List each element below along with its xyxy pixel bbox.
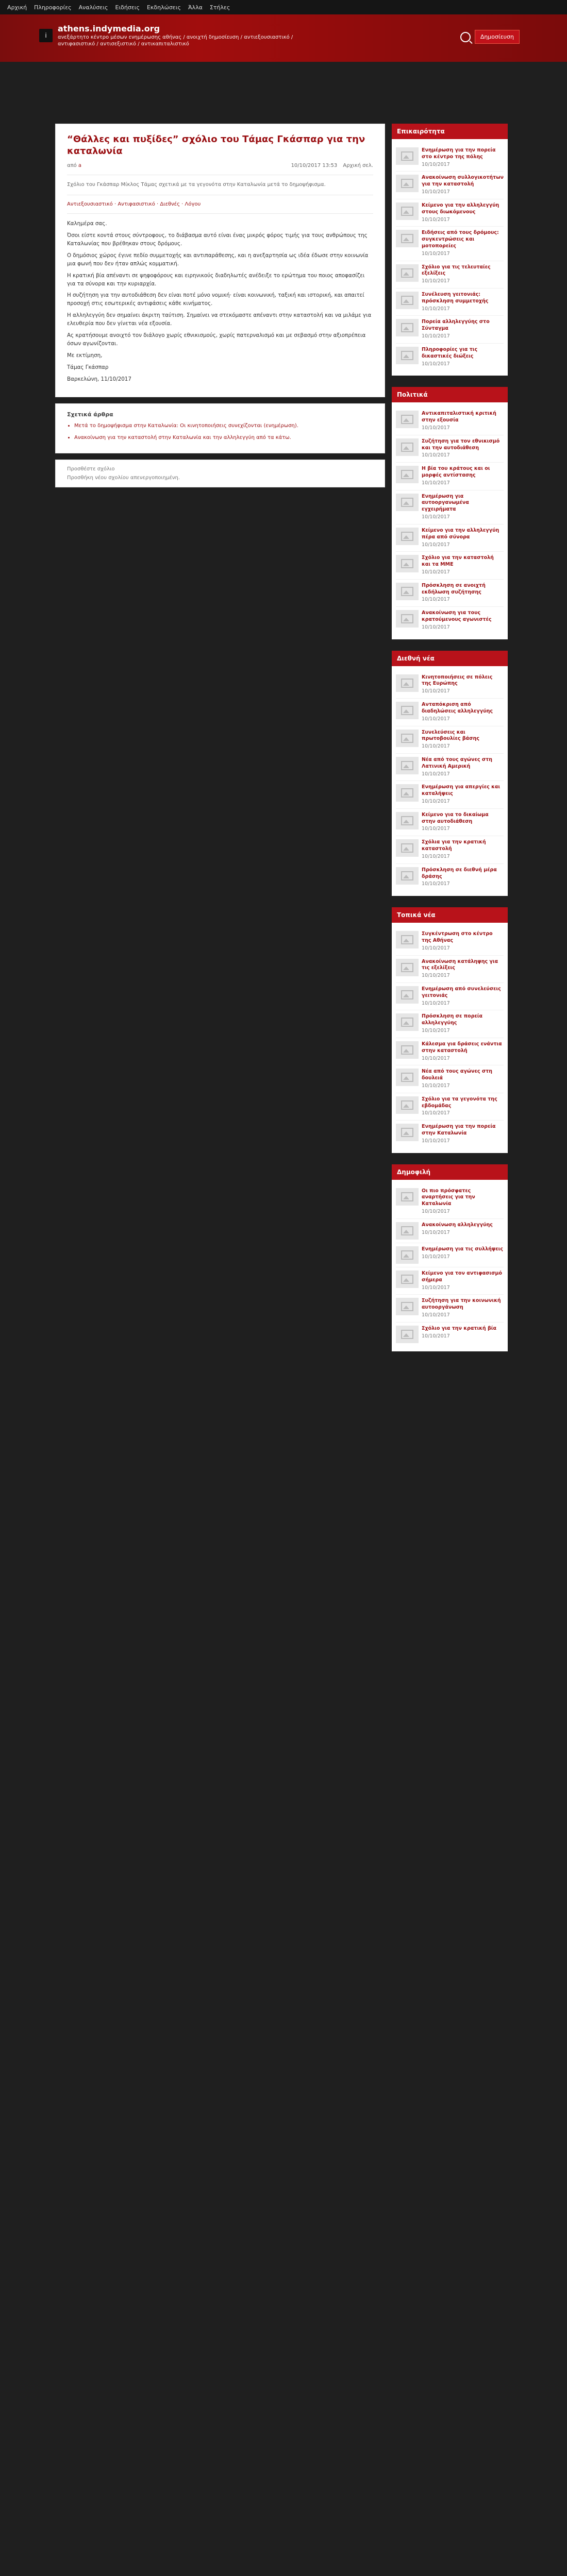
sidebar-item-title: Συζήτηση για την κοινωνική αυτοοργάνωση [422,1298,501,1311]
article-meta [67,163,373,168]
comments-note: Προσθήκη νέου σχολίου απενεργοποιημένη. [67,475,180,481]
sidebar-item[interactable] [396,408,504,435]
thumbnail-icon [396,175,419,192]
image-icon [401,207,413,216]
article-paragraph: Ας κρατήσουμε ανοιχτό τον διάλογο χωρίς εθνικισμούς, χωρίς πατερναλισμό και με σεβασμό στην αξιοπρέπεια όσων αγωνίζονται. [67,332,366,347]
author-prefix: από [67,162,77,168]
thumbnail-icon [396,610,419,628]
thumbnail-icon [396,839,419,857]
article-paragraph: Η κρατική βία απέναντι σε ψηφοφόρους και ειρηνικούς διαδηλωτές ανέδειξε το ερώτημα του ποιος αποφασίζει για τα σύνορα και την κυριαρχία. [67,272,365,287]
thumbnail-icon [396,1188,419,1206]
thumbnail-icon [396,757,419,774]
sidebar-item-date: 10/10/2017 [422,216,450,223]
comments-label: Προσθέστε σχόλιο [67,466,115,472]
separator [67,213,373,214]
sidebar-item-title: Νέα από τους αγώνες στη Λατινική Αμερική [422,756,493,769]
sidebar-item[interactable] [396,1121,504,1147]
sidebar-item-title: Πρόσκληση σε διεθνή μέρα δράσης [422,867,497,879]
sidebar-item-title: Πρόσκληση σε ανοιχτή εκδήλωση συζήτησης [422,582,486,595]
image-icon [401,816,413,825]
sidebar-item-date: 10/10/2017 [422,278,450,284]
sidebar-item-date: 10/10/2017 [422,881,450,887]
sidebar-item-title: Αντικαπιταλιστική κριτική στην εξουσία [422,411,496,423]
thumbnail-icon [396,812,419,829]
thumbnail-icon [396,292,419,309]
sidebar-item-title: Ενημέρωση για αυτοοργανωμένα εγχειρήματα [422,493,469,513]
sidebar-item-date: 10/10/2017 [422,1028,450,1034]
thumbnail-icon [396,986,419,1004]
thumbnail-icon [396,466,419,483]
topnav-item-6[interactable]: Άλλα [188,4,203,11]
sidebar-item[interactable] [396,463,504,490]
thumbnail-icon [396,411,419,428]
thumbnail-icon [396,583,419,600]
sidebar-item-title: Οι πιο πρόσφατες αναρτήσεις για την Καταλωνία [422,1188,475,1207]
article-body [67,220,373,384]
logo-icon: i [39,29,53,42]
sidebar-item[interactable] [396,1243,504,1267]
sidebar-block-title: Τοπικά νέα [392,907,508,923]
image-icon [401,179,413,188]
thumbnail-icon [396,555,419,572]
thumbnail-icon [396,1222,419,1240]
thumbnail-icon [396,959,419,976]
publish-button[interactable]: Δημοσίευση [475,30,520,44]
thumbnail-icon [396,1013,419,1031]
image-icon [401,296,413,305]
sidebar-block-title: Διεθνή νέα [392,651,508,666]
sidebar-item-date: 10/10/2017 [422,1284,450,1291]
sidebar-item[interactable] [396,726,504,754]
sidebar-item-date: 10/10/2017 [422,799,450,804]
sidebar-block-body [392,402,508,639]
image-icon [401,415,413,424]
image-icon [401,532,413,541]
sidebar-item-title: Σχόλιο για τις τελευταίες εξελίξεις [422,264,491,277]
sidebar-item-date: 10/10/2017 [422,1110,450,1116]
image-icon [401,1302,413,1311]
article-paragraph: Όσοι είστε κοντά στους σύντροφους, το διάβασμα αυτό είναι ένας μικρός φόρος τιμής για τους ανθρώπους της Καταλωνίας που βρέθηκαν στους δρόμους. [67,232,368,247]
related-item[interactable]: • Ανακοίνωση για την καταστολή στην Καταλωνία και την αλληλεγγύη από τα κάτω. [74,434,373,442]
sidebar-item-title: Πορεία αλληλεγγύης στο Σύνταγμα [422,319,490,332]
sidebar-item-title: Ανακοίνωση κατάληψης για τις εξελίξεις [422,958,498,971]
sidebar-item[interactable] [396,1010,504,1038]
sidebar-block-body [392,923,508,1153]
article-card [55,124,385,397]
sidebar-item-title: Πληροφορίες για τις δικαστικές διώξεις [422,346,478,359]
sidebar-item[interactable] [396,1093,504,1121]
article-paragraph: Καλημέρα σας. [67,220,107,227]
thumbnail-icon [396,702,419,719]
topnav-item-7[interactable]: Στήλες [209,4,230,11]
image-icon [401,734,413,743]
sidebar-item[interactable] [396,144,504,172]
article-paragraph: Η συζήτηση για την αυτοδιάθεση δεν είναι ποτέ μόνο νομική· είναι κοινωνική, ταξική και ιστορική, και απαιτεί προσοχή στις εσωτερικές αντιφάσεις κάθε κινήματος. [67,292,364,307]
sidebar-item[interactable] [396,983,504,1010]
sidebar-item-title: Κινητοποιήσεις σε πόλεις της Ευρώπης [422,674,493,687]
sidebar-item-date: 10/10/2017 [422,161,450,167]
sidebar-item[interactable] [396,1323,504,1346]
sidebar-item-date: 10/10/2017 [422,1082,450,1089]
article-date: 10/10/2017 13:53 [291,162,338,168]
thumbnail-icon [396,347,419,364]
image-icon [401,268,413,278]
thumbnail-icon [396,1041,419,1059]
sidebar-item-title: Ενημέρωση για τις συλλήψεις [422,1246,504,1252]
topnav-item-5[interactable]: Εκδηλώσεις [146,4,181,11]
sidebar-item-date: 10/10/2017 [422,452,450,459]
sidebar-item[interactable] [396,227,504,261]
related-title: Σχετικά άρθρα [67,411,113,418]
sidebar-item-date: 10/10/2017 [422,480,450,486]
article-paragraph: Η αλληλεγγύη δεν σημαίνει άκριτη ταύτιση. Σημαίνει να στεκόμαστε απέναντι στην καταστολή και να μιλάμε για ελευθερία που δεν γίνεται νέα εξουσία. [67,312,372,327]
image-icon [401,935,413,944]
sidebar-item-date: 10/10/2017 [422,569,450,575]
sidebar-item-title: Η βία του κράτους και οι μορφές αντίστασης [422,466,490,478]
image-icon [401,1128,413,1137]
thumbnail-icon [396,867,419,885]
site-subtitle: ανεξάρτητο κέντρο μέσων ενημέρωσης αθήνας / ανοιχτή δημοσίευση / αντιεξουσιαστικό / αντιφασιστικό / αντισεξιστικό / αντικαπιταλιστικό [58,35,293,47]
image-icon [401,1073,413,1082]
sidebar-item-title: Πρόσκληση σε πορεία αλληλεγγύης [422,1013,483,1026]
sidebar-item-title: Συγκέντρωση στο κέντρο της Αθήνας [422,931,493,943]
article-title: “Θάλλες και πυξίδες” σχόλιο του Τάμας Γκάσπαρ για την καταλωνία [67,134,365,157]
sidebar-item[interactable] [396,580,504,607]
top-navigation [0,0,567,14]
image-icon [401,963,413,972]
article-paragraph: Τάμας Γκάσπαρ [67,364,109,371]
sidebar-item-title: Συζήτηση για τον εθνικισμό και την αυτοδιάθεση [422,438,500,451]
thumbnail-icon [396,1096,419,1114]
sidebar-item-date: 10/10/2017 [422,333,450,340]
sidebar-item[interactable] [396,435,504,463]
sidebar-item-title: Σχόλιο για την κρατική βία [422,1325,496,1331]
sidebar-item[interactable] [396,1185,504,1219]
article-author [67,163,81,168]
sidebar-item[interactable] [396,781,504,808]
image-icon [401,151,413,161]
thumbnail-icon [396,1326,419,1343]
article-date-area [291,163,373,168]
thumbnail-icon [396,230,419,247]
thumbnail-icon [396,1298,419,1315]
image-icon [401,1045,413,1055]
thumbnail-icon [396,784,419,802]
sidebar-item-date: 10/10/2017 [422,514,450,520]
sidebar-item-date: 10/10/2017 [422,250,450,257]
sidebar-item-date: 10/10/2017 [422,361,450,367]
image-icon [401,587,413,596]
image-icon [401,1100,413,1110]
image-icon [401,706,413,715]
thumbnail-icon [396,1124,419,1141]
sidebar-item-date: 10/10/2017 [422,771,450,777]
sidebar-item-date: 10/10/2017 [422,853,450,859]
sidebar-item-title: Ανακοίνωση συλλογικοτήτων για την καταστολή [422,175,504,188]
sidebar-item-date: 10/10/2017 [422,1229,450,1235]
image-icon [401,1275,413,1284]
search-icon[interactable] [460,32,471,42]
sidebar-item-title: Ανακοίνωση αλληλεγγύης [422,1222,493,1228]
sidebar-item-date: 10/10/2017 [422,1209,450,1215]
comments-section [55,460,385,487]
image-icon [401,871,413,880]
sidebar-item-date: 10/10/2017 [422,1333,450,1339]
thumbnail-icon [396,319,419,336]
topnav-item-3[interactable]: Αναλύσεις [78,4,108,11]
image-icon [401,351,413,360]
thumbnail-icon [396,202,419,220]
sidebar-item[interactable] [396,671,504,699]
sidebar-item[interactable] [396,199,504,227]
sidebar-item[interactable] [396,699,504,726]
sidebar-item-title: Κάλεσμα για δράσεις ενάντια στην καταστολή [422,1041,502,1054]
sidebar-item[interactable] [396,1038,504,1065]
sidebar-item-date: 10/10/2017 [422,826,450,832]
sidebar-item[interactable] [396,172,504,199]
article-paragraph: Ο δημόσιος χώρος έγινε πεδίο συμμετοχής και αντιπαράθεσης, και η ανεξαρτησία ως ιδέα έδωσε στην κοινωνία μια φωνή που δεν ήταν απλώς κομματική. [67,252,369,267]
topnav-item-4[interactable]: Ειδήσεις [115,4,140,11]
sidebar-item[interactable] [396,1219,504,1243]
main-column [55,124,385,487]
topnav-item-2[interactable]: Πληροφορίες [34,4,72,11]
sidebar-item-title: Κείμενο για το δικαίωμα στην αυτοδιάθεση [422,811,489,824]
sidebar-item-date: 10/10/2017 [422,743,450,750]
thumbnail-icon [396,438,419,456]
sidebar-item-title: Ενημέρωση για την πορεία στο κέντρο της πόλης [422,147,496,160]
sidebar-item[interactable] [396,836,504,863]
sidebar-block-body [392,666,508,896]
sidebar-block-title: Δημοφιλή [392,1164,508,1180]
article-paragraph: Με εκτίμηση, [67,352,103,359]
author-link[interactable]: a [78,162,82,168]
thumbnail-icon [396,528,419,545]
sidebar-item[interactable] [396,344,504,370]
sidebar-item-title: Ενημέρωση από συνελεύσεις γειτονιάς [422,986,501,998]
sidebar-item-date: 10/10/2017 [422,189,450,195]
sidebar-item-title: Ειδήσεις από τους δρόμους: συγκεντρώσεις και μοτοπορείες [422,230,499,249]
sidebar-block [392,651,508,896]
article-categories[interactable]: Αντιεξουσιαστικό · Αντιφασιστικό · Διεθνές · Λόγου [67,201,201,207]
sidebar-item[interactable] [396,552,504,579]
thumbnail-icon [396,264,419,282]
image-icon [401,990,413,999]
sidebar-item-date: 10/10/2017 [422,1312,450,1318]
sidebar-item-title: Σχόλιο για τα γεγονότα της εβδομάδας [422,1096,497,1109]
thumbnail-icon [396,730,419,747]
sidebar-item-date: 10/10/2017 [422,945,450,951]
sidebar-item[interactable] [396,754,504,781]
sidebar-block [392,124,508,376]
sidebar-block-body [392,1180,508,1351]
sidebar-item-title: Ενημέρωση για την πορεία στην Καταλωνία [422,1124,496,1136]
brand[interactable] [39,24,326,47]
sidebar-block-title: Επικαιρότητα [392,124,508,139]
image-icon [401,470,413,479]
image-icon [401,1330,413,1339]
header-actions [460,30,520,44]
sidebar-item-title: Κείμενο για τον αντιφασισμό σήμερα [422,1270,503,1283]
thumbnail-icon [396,494,419,511]
sidebar-block [392,387,508,639]
sidebar-item-date: 10/10/2017 [422,1055,450,1061]
topnav-item-1[interactable]: Αρχική [7,4,27,11]
sidebar-item-date: 10/10/2017 [422,688,450,694]
sidebar-item-date: 10/10/2017 [422,624,450,630]
related-articles [55,403,385,453]
brand-text [58,24,326,47]
sidebar-item[interactable] [396,1267,504,1295]
sidebar-item-title: Ανταπόκριση από διαδηλώσεις αλληλεγγύης [422,702,493,714]
comments-link[interactable]: Αρχική σελ. [343,162,373,168]
image-icon [401,679,413,688]
sidebar-item-title: Σχόλιο για την καταστολή και τα ΜΜΕ [422,555,494,568]
sidebar-item-title: Κείμενο για την αλληλεγγύη πέρα από σύνορα [422,527,499,540]
sidebar-item-title: Σχόλια για την κρατική καταστολή [422,839,486,852]
sidebar-item-title: Κείμενο για την αλληλεγγύη στους διωκόμενους [422,202,499,215]
image-icon [401,788,413,798]
article-lead: Σχόλιο του Γκάσπαρ Μίκλος Τάμας σχετικά με τα γεγονότα στην Καταλωνία μετά το δημοψήφισμα. [67,181,326,188]
sidebar-item-date: 10/10/2017 [422,1000,450,1006]
sidebar-item[interactable] [396,261,504,289]
related-list [67,422,373,442]
related-item[interactable]: • Μετά το δημοψήφισμα στην Καταλωνία: Οι κινητοποιήσεις συνεχίζονται (ενημέρωση). [74,422,373,430]
sidebar-item-title: Συνελεύσεις και πρωτοβουλίες βάσης [422,729,479,742]
article-paragraph: Βαρκελώνη, 11/10/2017 [67,376,131,383]
sidebar-item-date: 10/10/2017 [422,425,450,431]
sidebar-item-date: 10/10/2017 [422,1138,450,1144]
sidebar-item[interactable] [396,809,504,836]
sidebar [392,124,508,1363]
sidebar-item[interactable] [396,928,504,955]
sidebar-item-date: 10/10/2017 [422,973,450,979]
site-header [0,14,567,62]
thumbnail-icon [396,931,419,948]
sidebar-item-date: 10/10/2017 [422,1253,450,1260]
sidebar-item[interactable] [396,289,504,316]
sidebar-item-date: 10/10/2017 [422,541,450,548]
sidebar-block [392,907,508,1153]
image-icon [401,1250,413,1260]
image-icon [401,443,413,452]
image-icon [401,761,413,770]
sidebar-item[interactable] [396,524,504,552]
sidebar-item-date: 10/10/2017 [422,597,450,603]
sidebar-item[interactable] [396,864,504,891]
thumbnail-icon [396,1246,419,1264]
image-icon [401,843,413,853]
sidebar-item-title: Νέα από τους αγώνες στη δουλειά [422,1069,493,1081]
sidebar-item[interactable] [396,316,504,343]
sidebar-item[interactable] [396,1065,504,1093]
sidebar-item[interactable] [396,956,504,983]
sidebar-item-date: 10/10/2017 [422,716,450,722]
sidebar-block [392,1164,508,1351]
sidebar-item[interactable] [396,607,504,634]
sidebar-block-title: Πολιτικά [392,387,508,402]
image-icon [401,234,413,243]
image-icon [401,1018,413,1027]
image-icon [401,614,413,623]
image-icon [401,323,413,332]
sidebar-item-date: 10/10/2017 [422,306,450,312]
image-icon [401,1192,413,1201]
sidebar-block-body [392,139,508,376]
thumbnail-icon [396,147,419,165]
sidebar-item-title: Ενημέρωση για απεργίες και καταλήψεις [422,784,501,797]
image-icon [401,559,413,568]
sidebar-item[interactable] [396,490,504,524]
image-icon [401,498,413,507]
thumbnail-icon [396,674,419,692]
image-icon [401,1226,413,1235]
sidebar-item[interactable] [396,1295,504,1322]
site-title: athens.indymedia.org [58,24,160,33]
thumbnail-icon [396,1270,419,1288]
sidebar-item-title: Συνέλευση γειτονιάς: πρόσκληση συμμετοχής [422,292,489,304]
thumbnail-icon [396,1069,419,1086]
sidebar-item-title: Ανακοίνωση για τους κρατούμενους αγωνιστές [422,610,492,622]
